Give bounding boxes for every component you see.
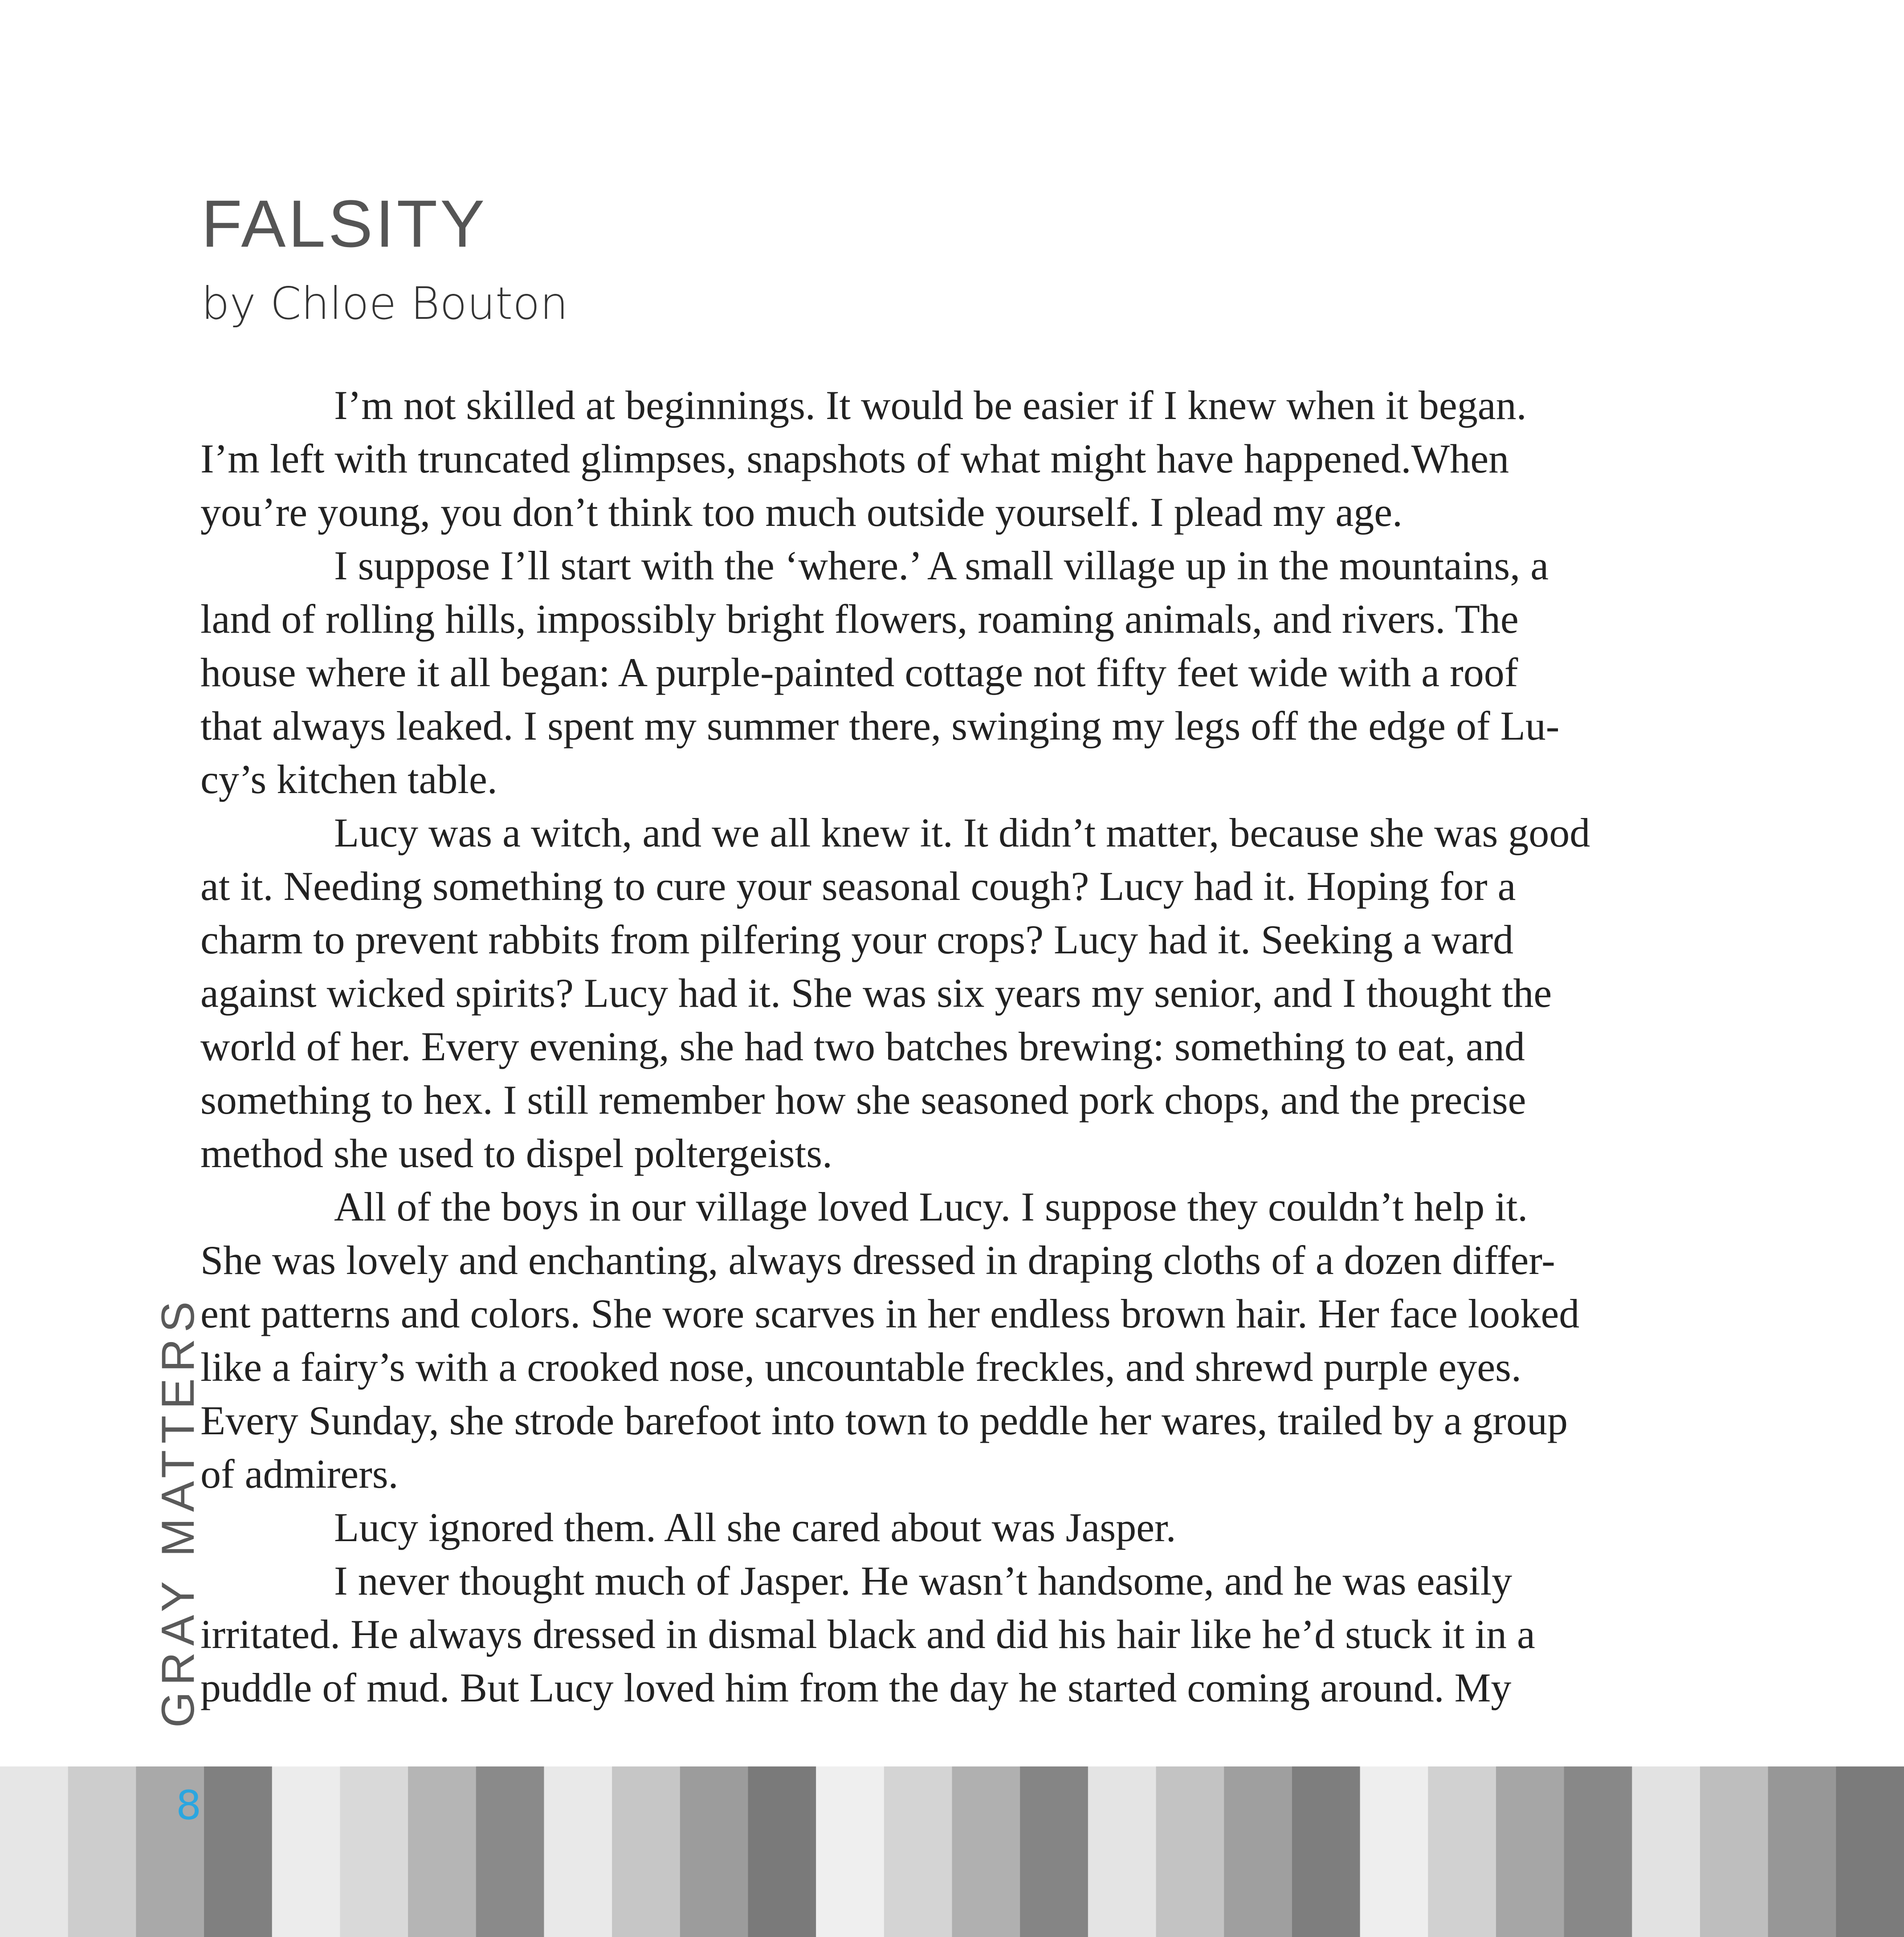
story-line: land of rolling hills, impossibly bright flowers, roaming animals, and rivers. The	[200, 596, 1519, 642]
footer-stripe	[884, 1766, 953, 1937]
footer-stripe	[1700, 1766, 1769, 1937]
story-line: Every Sunday, she strode barefoot into town to peddle her wares, trailed by a group	[200, 1398, 1568, 1443]
footer-stripe	[612, 1766, 681, 1937]
page-number: 8	[176, 1782, 202, 1829]
footer-stripe	[680, 1766, 749, 1937]
story-line: She was lovely and enchanting, always dressed in draping cloths of a dozen differ-	[200, 1237, 1555, 1283]
story-line: puddle of mud. But Lucy loved him from the day he started coming around. My	[200, 1665, 1512, 1710]
footer-stripe	[1360, 1766, 1429, 1937]
story-line: like a fairy’s with a crooked nose, uncountable freckles, and shrewd purple eyes.	[200, 1344, 1521, 1390]
footer-stripe	[1428, 1766, 1496, 1937]
footer-stripe	[272, 1766, 341, 1937]
footer-stripe	[476, 1766, 545, 1937]
footer-stripe	[1836, 1766, 1904, 1937]
footer-stripe	[68, 1766, 137, 1937]
footer-stripe	[544, 1766, 612, 1937]
story-line: house where it all began: A purple-painted cottage not fifty feet wide with a roof	[200, 650, 1518, 695]
story-line: cy’s kitchen table.	[200, 757, 497, 802]
footer-stripe	[1768, 1766, 1837, 1937]
magazine-name-part1: GRAY	[152, 1556, 204, 1728]
story-line: that always leaked. I spent my summer there, swinging my legs off the edge of Lu-	[200, 703, 1560, 749]
footer-stripe	[0, 1766, 69, 1937]
footer-stripe	[1496, 1766, 1565, 1937]
footer-stripe	[952, 1766, 1021, 1937]
story-line: method she used to dispel poltergeists.	[200, 1131, 833, 1176]
footer-stripe	[1224, 1766, 1292, 1937]
story-line: I’m not skilled at beginnings. It would be easier if I knew when it began.	[334, 383, 1527, 428]
story-line: I’m left with truncated glimpses, snapshots of what might have happened.When	[200, 436, 1509, 481]
footer-stripe	[1292, 1766, 1361, 1937]
story-line: something to hex. I still remember how she seasoned pork chops, and the precise	[200, 1077, 1526, 1123]
story-line: I never thought much of Jasper. He wasn’t handsome, and he was easily	[334, 1558, 1513, 1603]
story-line: All of the boys in our village loved Lucy. I suppose they couldn’t help it.	[334, 1184, 1528, 1229]
story-line: of admirers.	[200, 1451, 399, 1497]
footer-stripe	[1564, 1766, 1633, 1937]
footer-stripe-band	[0, 1766, 1904, 1937]
footer-stripe	[340, 1766, 408, 1937]
story-line: world of her. Every evening, she had two batches brewing: something to eat, and	[200, 1024, 1525, 1069]
footer-stripe	[1088, 1766, 1157, 1937]
magazine-name-vertical	[154, 1295, 203, 1728]
story-title: FALSITY	[201, 186, 488, 261]
footer-stripe	[1632, 1766, 1700, 1937]
story-line: irritated. He always dressed in dismal black and did his hair like he’d stuck it in a	[200, 1611, 1535, 1657]
story-line: I suppose I’ll start with the ‘where.’ A small village up in the mountains, a	[334, 543, 1549, 588]
story-line: at it. Needing something to cure your seasonal cough? Lucy had it. Hoping for a	[200, 863, 1516, 909]
footer-stripe	[748, 1766, 816, 1937]
story-line: Lucy was a witch, and we all knew it. It didn’t matter, because she was good	[334, 810, 1590, 855]
author-byline: by Chloe Bouton	[201, 277, 568, 330]
footer-stripe	[408, 1766, 477, 1937]
story-line: charm to prevent rabbits from pilfering your crops? Lucy had it. Seeking a ward	[200, 917, 1514, 962]
footer-stripe	[816, 1766, 885, 1937]
footer-stripe	[1020, 1766, 1089, 1937]
story-body	[200, 378, 1706, 1714]
magazine-name-part2: MATTERS	[152, 1295, 204, 1557]
footer-stripe	[204, 1766, 273, 1937]
story-line: you’re young, you don’t think too much outside yourself. I plead my age.	[200, 489, 1403, 535]
story-line: against wicked spirits? Lucy had it. She was six years my senior, and I thought the	[200, 970, 1552, 1016]
story-line: ent patterns and colors. She wore scarves in her endless brown hair. Her face looked	[200, 1291, 1580, 1336]
story-line: Lucy ignored them. All she cared about was Jasper.	[334, 1505, 1176, 1550]
footer-stripe	[1156, 1766, 1225, 1937]
